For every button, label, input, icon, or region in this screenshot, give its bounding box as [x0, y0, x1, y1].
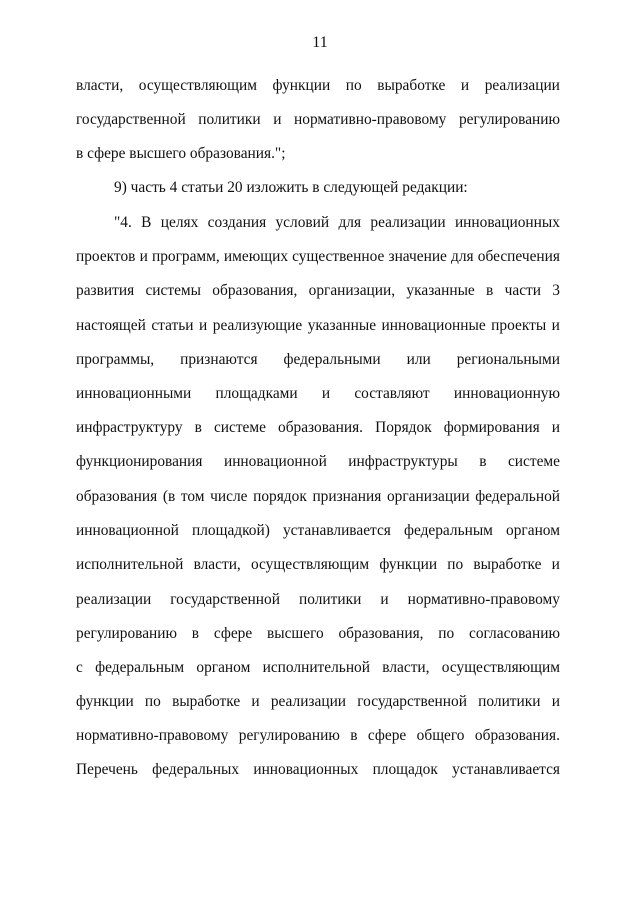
text-line: проектов и программ, имеющих существенное значение для обеспечения	[76, 248, 560, 265]
text-line: инновационными площадками и составляют инновационную	[76, 385, 560, 402]
text-line: образования (в том числе порядок признания организации федеральной	[76, 488, 560, 505]
text-line: инновационной площадкой) устанавливается федеральным органом	[76, 522, 560, 539]
text-line: 9) часть 4 статьи 20 изложить в следующей редакции:	[114, 179, 468, 196]
text-line: инфраструктуру в системе образования. Порядок формирования и	[76, 419, 560, 436]
text-line: исполнительной власти, осуществляющим функции по выработке и	[76, 556, 560, 573]
text-line: Перечень федеральных инновационных площадок устанавливается	[76, 761, 560, 778]
text-line: реализации государственной политики и нормативно-правовому	[76, 591, 560, 608]
text-line: с федеральным органом исполнительной власти, осуществляющим	[76, 659, 560, 676]
text-line: государственной политики и нормативно-правовому регулированию	[76, 111, 560, 128]
text-line: регулированию в сфере высшего образования, по согласованию	[76, 625, 560, 642]
text-line: "4. В целях создания условий для реализации инновационных	[114, 214, 560, 231]
text-line: функции по выработке и реализации государственной политики и	[76, 693, 560, 710]
page-number: 11	[312, 34, 328, 51]
text-line: власти, осуществляющим функции по выработке и реализации	[76, 77, 560, 94]
text-line: развития системы образования, организации, указанные в части 3	[76, 282, 560, 299]
text-line: нормативно-правовому регулированию в сфере общего образования.	[76, 727, 560, 744]
text-line: в сфере высшего образования.";	[76, 145, 286, 162]
text-line: настоящей статьи и реализующие указанные инновационные проекты и	[76, 317, 560, 334]
text-line: программы, признаются федеральными или региональными	[76, 351, 560, 368]
text-line: функционирования инновационной инфраструктуры в системе	[76, 453, 560, 470]
